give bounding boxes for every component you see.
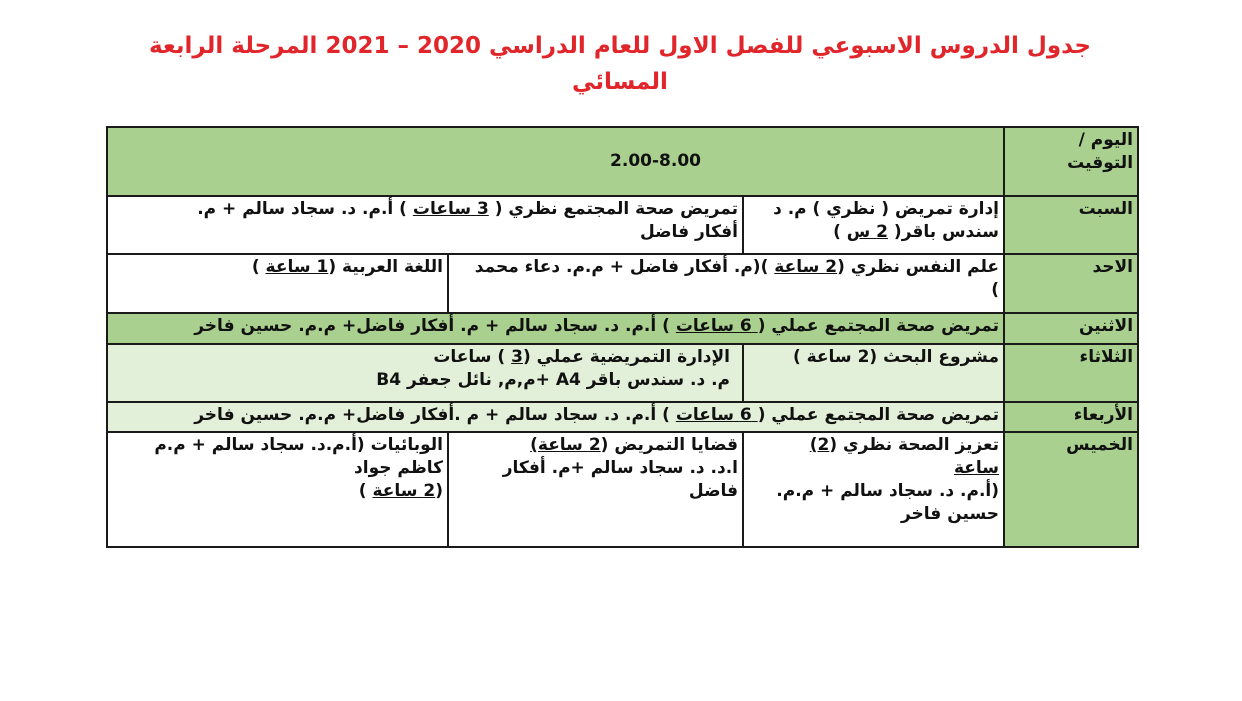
schedule-table bbox=[106, 126, 1139, 548]
tue-research-project: مشروع البحث (2 ساعة ) bbox=[743, 344, 1004, 402]
day-time-header: اليوم / التوقيت bbox=[1004, 127, 1138, 196]
thu-nursing-issues: قضايا التمريض (2 ساعة) ا.د. د. سجاد سالم +م. أفكار فاضل bbox=[448, 432, 743, 547]
tue-nursing-admin-practical: الإدارة التمريضية عملي (3 ) ساعات م. د. سندس باقر A4 +م,م, نائل جعفر B4 bbox=[107, 344, 743, 402]
row-thursday bbox=[107, 432, 1138, 547]
sun-psychology: علم النفس نظري (2 ساعة )(م. أفكار فاضل + م.م. دعاء محمد ) bbox=[448, 254, 1004, 313]
day-wednesday: الأربعاء bbox=[1004, 402, 1138, 432]
thu-health-promotion: تعزيز الصحة نظري (2) ساعة (أ.م. د. سجاد سالم + م.م. حسين فاخر bbox=[743, 432, 1004, 547]
header-row bbox=[107, 127, 1138, 196]
sun-arabic: اللغة العربية (1 ساعة ) bbox=[107, 254, 448, 313]
row-monday bbox=[107, 313, 1138, 344]
mon-community-practical: تمريض صحة المجتمع عملي ( 6 ساعات ) أ.م. د. سجاد سالم + م. أفكار فاضل+ م.م. حسين فاخر bbox=[107, 313, 1004, 344]
day-thursday: الخميس bbox=[1004, 432, 1138, 547]
page-title: جدول الدروس الاسبوعي للفصل الاول للعام الدراسي 2020 – 2021 المرحلة الرابعة المسائي bbox=[148, 33, 1092, 95]
row-tuesday bbox=[107, 344, 1138, 402]
thu-epidemiology: الوبائيات (أ.م.د. سجاد سالم + م.م كاظم جواد (2 ساعة ) bbox=[107, 432, 448, 547]
day-saturday: السبت bbox=[1004, 196, 1138, 254]
day-sunday: الاحد bbox=[1004, 254, 1138, 313]
row-sunday bbox=[107, 254, 1138, 313]
wed-community-practical: تمريض صحة المجتمع عملي ( 6 ساعات ) أ.م. د. سجاد سالم + م .أفكار فاضل+ م.م. حسين فاخر bbox=[107, 402, 1004, 432]
day-monday: الاثنين bbox=[1004, 313, 1138, 344]
sat-community-health: تمريض صحة المجتمع نظري ( 3 ساعات ) أ.م. د. سجاد سالم + م. أفكار فاضل bbox=[107, 196, 743, 254]
sat-nursing-admin: إدارة تمريض ( نظري ) م. د سندس باقر( 2 س ) bbox=[743, 196, 1004, 254]
row-wednesday bbox=[107, 402, 1138, 432]
day-tuesday: الثلاثاء bbox=[1004, 344, 1138, 402]
time-header bbox=[107, 127, 1004, 196]
time-range: 2.00-8.00 bbox=[610, 151, 701, 171]
row-saturday bbox=[107, 196, 1138, 254]
